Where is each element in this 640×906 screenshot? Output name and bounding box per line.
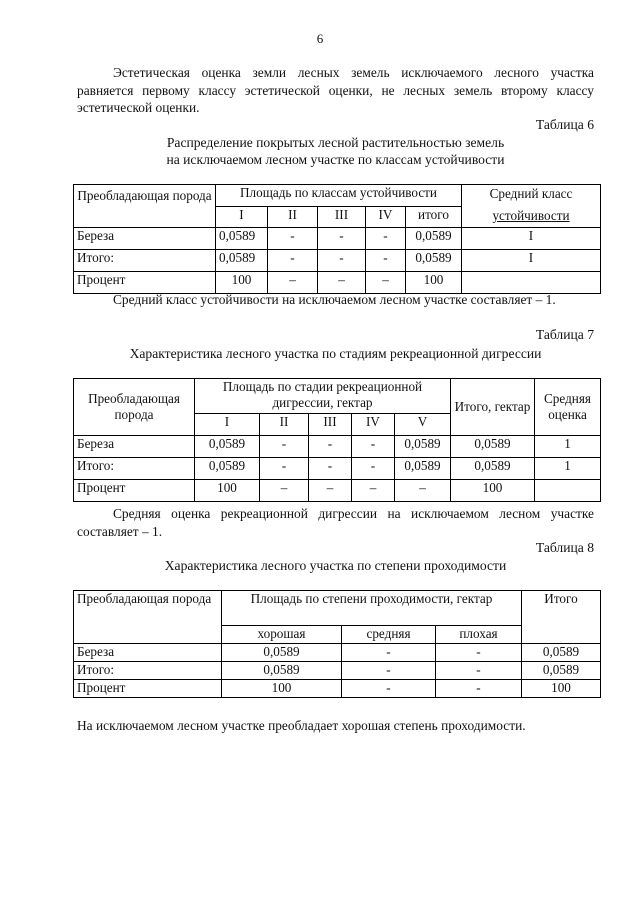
table7-note: Средняя оценка рекреационной дигрессии на исключаемом лесном участке составляет – 1. — [77, 506, 594, 539]
table8-row-name: Итого: — [74, 662, 222, 680]
table7-header-species: Преобладающая порода — [74, 379, 195, 436]
table7-cell: 0,0589 — [195, 458, 260, 480]
table7-title: Характеристика лесного участка по стадиям рекреационной дигрессии — [129, 346, 542, 361]
table8-cell: - — [436, 680, 522, 698]
table8-subheader: средняя — [342, 626, 436, 644]
table7-subheader: II — [260, 414, 309, 436]
table7-subheader: V — [395, 414, 451, 436]
table6-cell: 100 — [216, 272, 268, 294]
table7-cell: - — [309, 436, 352, 458]
table7-cell: – — [352, 480, 395, 502]
table6-avg: I — [462, 228, 601, 250]
table7-cell: 0,0589 — [395, 458, 451, 480]
table7-header-area: Площадь по стадии рекреационной дигрессии, гектар — [195, 379, 451, 414]
table7-cell: 100 — [195, 480, 260, 502]
table6-header-avg-line2: устойчивости — [492, 208, 570, 223]
table6-cell: 0,0589 — [216, 250, 268, 272]
table8-total: 100 — [522, 680, 601, 698]
table8-total: 0,0589 — [522, 662, 601, 680]
table-row — [74, 250, 601, 272]
table6-cell: - — [318, 250, 366, 272]
table6 — [73, 184, 601, 294]
table6-header-avg — [462, 185, 601, 228]
table6-subheader: III — [318, 207, 366, 228]
table7 — [73, 378, 601, 502]
table8-cell: - — [436, 662, 522, 680]
table7-subheader: III — [309, 414, 352, 436]
table7-cell: - — [260, 458, 309, 480]
table6-header-species: Преобладающая порода — [74, 185, 216, 228]
table6-cell: - — [318, 228, 366, 250]
table7-total: 0,0589 — [451, 436, 535, 458]
table6-cell: – — [366, 272, 406, 294]
table6-avg — [462, 272, 601, 294]
table6-avg: I — [462, 250, 601, 272]
table7-header-total: Итого, гектар — [451, 379, 535, 436]
table7-cell: 0,0589 — [195, 436, 260, 458]
table7-label: Таблица 7 — [535, 327, 594, 342]
table6-row-name: Процент — [74, 272, 216, 294]
table8-cell: - — [342, 680, 436, 698]
table-row — [74, 662, 601, 680]
table8-cell: 100 — [222, 680, 342, 698]
table7-cell: - — [260, 436, 309, 458]
table8-cell: - — [436, 644, 522, 662]
table8-subheader: хорошая — [222, 626, 342, 644]
table6-subheader: итого — [406, 207, 462, 228]
table8 — [73, 590, 601, 698]
table-row — [74, 680, 601, 698]
table6-cell: 0,0589 — [406, 228, 462, 250]
table6-row-name: Береза — [74, 228, 216, 250]
closing-paragraph: На исключаемом лесном участке преобладает хорошая степень проходимости. — [77, 718, 526, 733]
table8-label: Таблица 8 — [535, 540, 594, 555]
table8-cell: 0,0589 — [222, 662, 342, 680]
table7-cell: - — [352, 436, 395, 458]
table6-cell: 0,0589 — [216, 228, 268, 250]
table6-cell: – — [318, 272, 366, 294]
intro-paragraph: Эстетическая оценка земли лесных земель исключаемого лесного участка равняется первому классу эстетической оценки, не лесных земель второму классу эстетической оценки. — [77, 65, 594, 115]
table-row — [74, 228, 601, 250]
table-row — [74, 644, 601, 662]
table6-note: Средний класс устойчивости на исключаемом лесном участке составляет – 1. — [113, 292, 556, 307]
table6-header-area: Площадь по классам устойчивости — [216, 185, 462, 207]
table7-total: 0,0589 — [451, 458, 535, 480]
table8-cell: - — [342, 644, 436, 662]
table8-title: Характеристика лесного участка по степени проходимости — [164, 558, 507, 573]
table7-header-avg: Средняя оценка — [535, 379, 601, 436]
table6-cell: 100 — [406, 272, 462, 294]
table-row — [74, 480, 601, 502]
table6-label: Таблица 6 — [535, 117, 594, 132]
table7-avg: 1 — [535, 458, 601, 480]
table6-subheader: IV — [366, 207, 406, 228]
table8-subheader: плохая — [436, 626, 522, 644]
table8-header-total: Итого — [522, 591, 601, 644]
table7-avg — [535, 480, 601, 502]
table7-total: 100 — [451, 480, 535, 502]
table7-row-name: Итого: — [74, 458, 195, 480]
table7-avg: 1 — [535, 436, 601, 458]
table8-total: 0,0589 — [522, 644, 601, 662]
table-row — [74, 458, 601, 480]
table8-cell: 0,0589 — [222, 644, 342, 662]
table6-title-line2: на исключаемом лесном участке по классам устойчивости — [166, 152, 505, 167]
table6-row-name: Итого: — [74, 250, 216, 272]
table6-subheader: I — [216, 207, 268, 228]
table8-header-species: Преобладающая порода — [74, 591, 222, 644]
table6-cell: - — [268, 228, 318, 250]
table7-cell: - — [352, 458, 395, 480]
table7-cell: – — [395, 480, 451, 502]
table6-cell: - — [366, 250, 406, 272]
table7-row-name: Береза — [74, 436, 195, 458]
table8-row-name: Береза — [74, 644, 222, 662]
table8-row-name: Процент — [74, 680, 222, 698]
table6-title-line1: Распределение покрытых лесной растительностью земель — [166, 135, 505, 150]
page-number: 6 — [316, 31, 324, 46]
table7-cell: - — [309, 458, 352, 480]
table7-subheader: I — [195, 414, 260, 436]
table7-subheader: IV — [352, 414, 395, 436]
table6-cell: 0,0589 — [406, 250, 462, 272]
table8-cell: - — [342, 662, 436, 680]
table6-subheader: II — [268, 207, 318, 228]
table-row — [74, 272, 601, 294]
table7-cell: – — [260, 480, 309, 502]
table-row — [74, 436, 601, 458]
table6-header-avg-line1: Средний класс — [489, 186, 573, 201]
table7-cell: – — [309, 480, 352, 502]
table6-cell: - — [366, 228, 406, 250]
table7-row-name: Процент — [74, 480, 195, 502]
table7-cell: 0,0589 — [395, 436, 451, 458]
table6-cell: – — [268, 272, 318, 294]
table8-header-area: Площадь по степени проходимости, гектар — [222, 591, 522, 626]
table6-cell: - — [268, 250, 318, 272]
